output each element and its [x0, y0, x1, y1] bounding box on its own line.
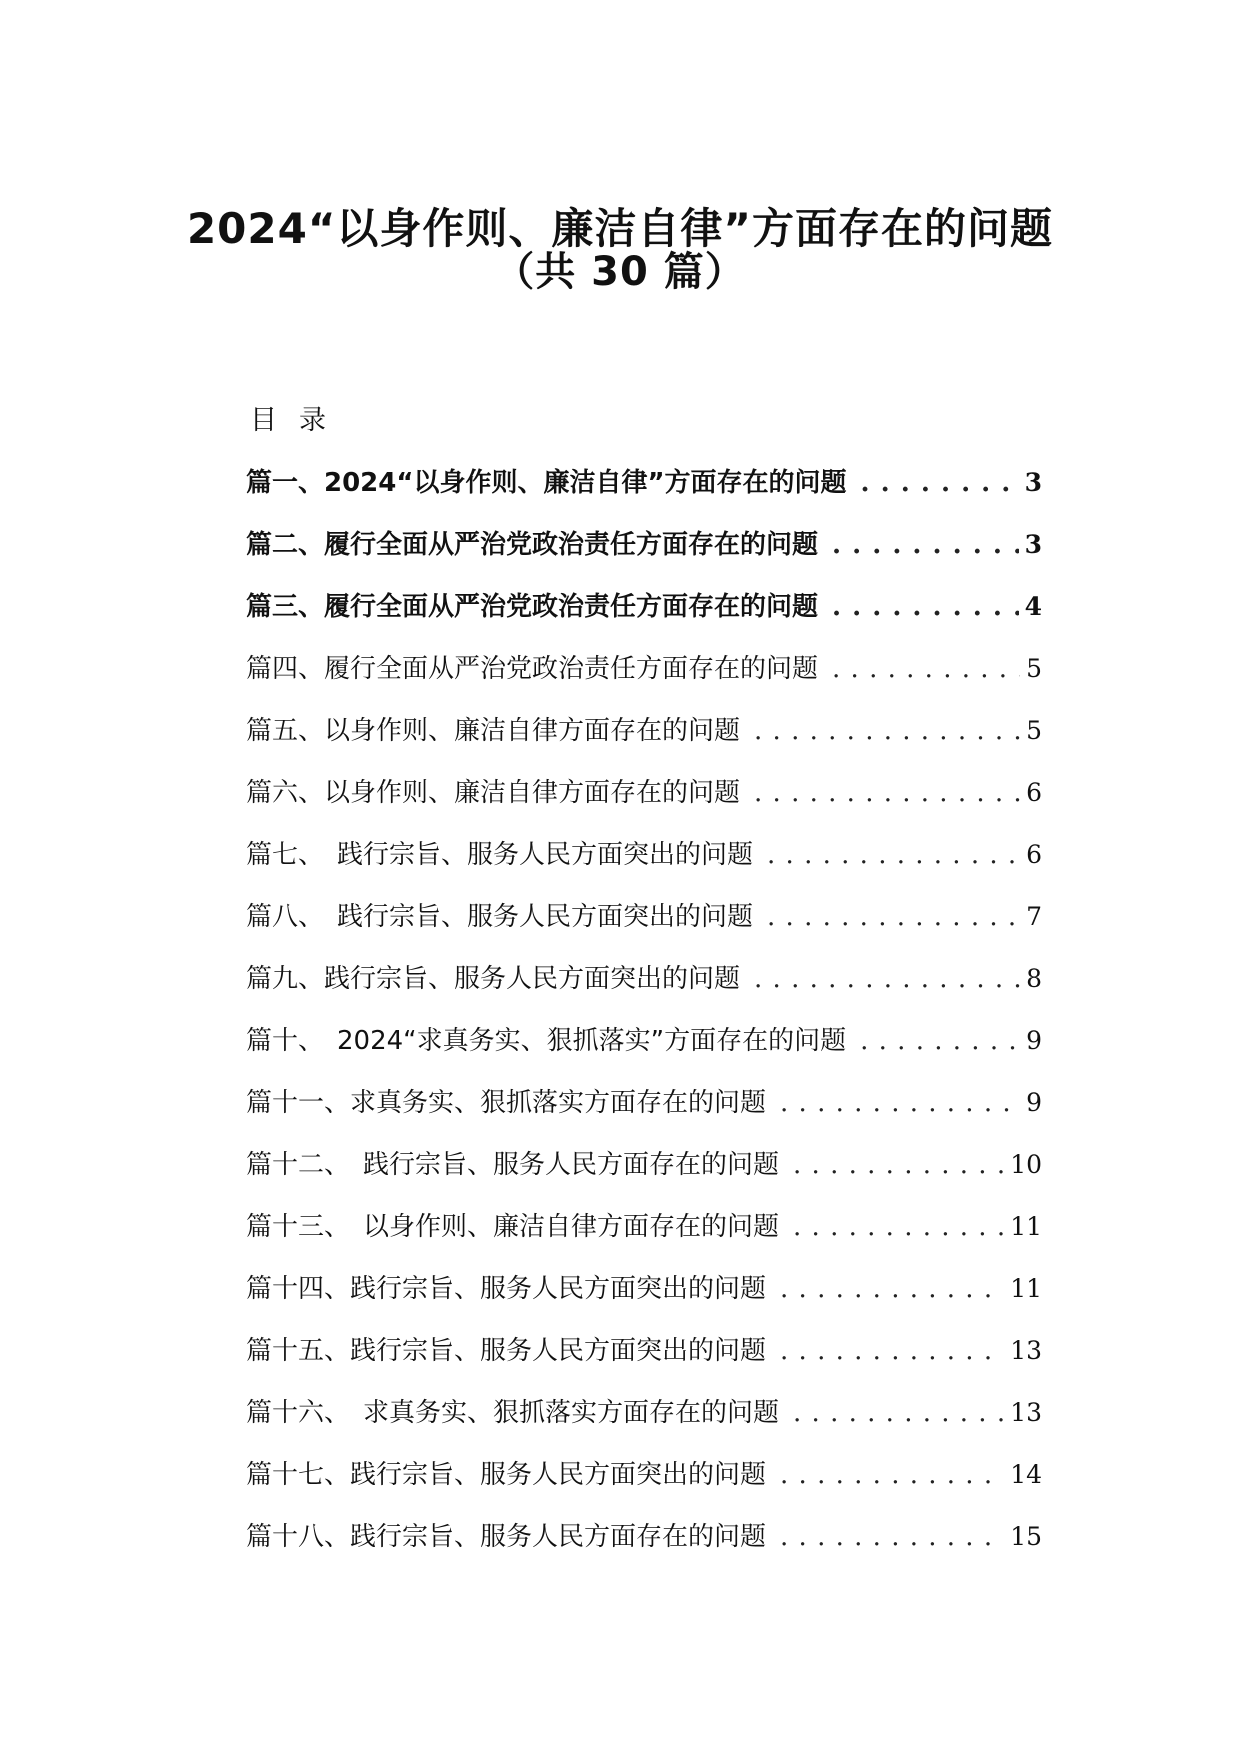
toc-entry[interactable]	[246, 462, 1042, 524]
toc-entry-page-number: 14	[1010, 1460, 1042, 1489]
toc-dot-leader	[754, 716, 1020, 746]
toc-dot-leader	[793, 1398, 1004, 1428]
toc-entry[interactable]	[246, 772, 1042, 834]
toc-dot-leader	[780, 1460, 1004, 1490]
toc-entry-title: 篇十五、践行宗旨、服务人民方面突出的问题	[246, 1336, 767, 1366]
toc-entry[interactable]	[246, 896, 1042, 958]
toc-entry-title: 篇九、践行宗旨、服务人民方面突出的问题	[246, 964, 741, 994]
toc-entry-title: 篇十四、践行宗旨、服务人民方面突出的问题	[246, 1274, 767, 1304]
toc-entry-page-number: 11	[1010, 1212, 1042, 1241]
toc-dot-leader	[832, 530, 1019, 560]
toc-entry-title: 篇三、履行全面从严治党政治责任方面存在的问题	[246, 592, 819, 622]
toc-dot-leader	[860, 1026, 1020, 1056]
toc-entry-page-number: 13	[1010, 1336, 1042, 1365]
document-title-line1: 2024“以身作则、廉洁自律”方面存在的问题	[186, 204, 1054, 253]
toc-entry-title: 篇八、 践行宗旨、服务人民方面突出的问题	[246, 902, 754, 932]
toc-entry-page-number: 11	[1010, 1274, 1042, 1303]
toc-dot-leader	[780, 1522, 1004, 1552]
toc-dot-leader	[861, 468, 1019, 498]
toc-entry[interactable]	[246, 710, 1042, 772]
toc-entry-page-number: 9	[1026, 1026, 1042, 1055]
toc-heading: 目录	[250, 405, 348, 436]
toc-entry-title: 篇十六、 求真务实、狠抓落实方面存在的问题	[246, 1398, 780, 1428]
toc-dot-leader	[767, 902, 1020, 932]
toc-entry-page-number: 13	[1010, 1398, 1042, 1427]
toc-entry[interactable]	[246, 1206, 1042, 1268]
toc-entry-page-number: 5	[1026, 716, 1042, 745]
toc-entry[interactable]	[246, 586, 1042, 648]
toc-entry-title: 篇七、 践行宗旨、服务人民方面突出的问题	[246, 840, 754, 870]
toc-entry[interactable]	[246, 1144, 1042, 1206]
toc-dot-leader	[754, 778, 1020, 808]
document-title-line2: （共 30 篇）	[494, 249, 746, 295]
toc-entry[interactable]	[246, 1392, 1042, 1454]
toc-entry-title: 篇六、以身作则、廉洁自律方面存在的问题	[246, 778, 741, 808]
toc-entry-title: 篇一、2024“以身作则、廉洁自律”方面存在的问题	[246, 468, 847, 498]
toc-dot-leader	[832, 592, 1019, 622]
toc-entry-page-number: 15	[1010, 1522, 1042, 1551]
toc-entry[interactable]	[246, 1268, 1042, 1330]
toc-entry-page-number: 7	[1026, 902, 1042, 931]
toc-dot-leader	[780, 1336, 1004, 1366]
toc-entry-title: 篇十、 2024“求真务实、狠抓落实”方面存在的问题	[246, 1026, 847, 1056]
toc-entry[interactable]	[246, 834, 1042, 896]
toc-entry-page-number: 3	[1024, 468, 1042, 497]
toc-entry-page-number: 6	[1026, 840, 1042, 869]
toc-entry[interactable]	[246, 1516, 1042, 1578]
toc-entry-page-number: 5	[1026, 654, 1042, 683]
toc-entry-page-number: 10	[1010, 1150, 1042, 1179]
toc-entry-title: 篇十二、 践行宗旨、服务人民方面存在的问题	[246, 1150, 780, 1180]
toc-entry-title: 篇十七、践行宗旨、服务人民方面突出的问题	[246, 1460, 767, 1490]
toc-entry[interactable]	[246, 1082, 1042, 1144]
toc-dot-leader	[780, 1088, 1020, 1118]
toc-entry[interactable]	[246, 1454, 1042, 1516]
toc-entry-page-number: 4	[1024, 592, 1042, 621]
toc-entry[interactable]	[246, 958, 1042, 1020]
toc-entry-title: 篇十一、求真务实、狠抓落实方面存在的问题	[246, 1088, 767, 1118]
toc-entry-page-number: 3	[1024, 530, 1042, 559]
toc-dot-leader	[754, 964, 1020, 994]
toc-entry[interactable]	[246, 1330, 1042, 1392]
toc-entry[interactable]	[246, 1020, 1042, 1082]
toc-entry-title: 篇十八、践行宗旨、服务人民方面存在的问题	[246, 1522, 767, 1552]
toc-dot-leader	[793, 1212, 1004, 1242]
toc-entry[interactable]	[246, 648, 1042, 710]
toc-entry-title: 篇五、以身作则、廉洁自律方面存在的问题	[246, 716, 741, 746]
toc-dot-leader	[793, 1150, 1004, 1180]
table-of-contents	[246, 462, 1042, 1578]
toc-dot-leader	[832, 654, 1020, 684]
toc-entry-page-number: 6	[1026, 778, 1042, 807]
toc-entry-title: 篇四、履行全面从严治党政治责任方面存在的问题	[246, 654, 819, 684]
toc-entry-page-number: 8	[1026, 964, 1042, 993]
toc-entry-title: 篇十三、 以身作则、廉洁自律方面存在的问题	[246, 1212, 780, 1242]
toc-dot-leader	[780, 1274, 1004, 1304]
toc-dot-leader	[767, 840, 1020, 870]
toc-entry-title: 篇二、履行全面从严治党政治责任方面存在的问题	[246, 530, 819, 560]
toc-entry-page-number: 9	[1026, 1088, 1042, 1117]
toc-entry[interactable]	[246, 524, 1042, 586]
